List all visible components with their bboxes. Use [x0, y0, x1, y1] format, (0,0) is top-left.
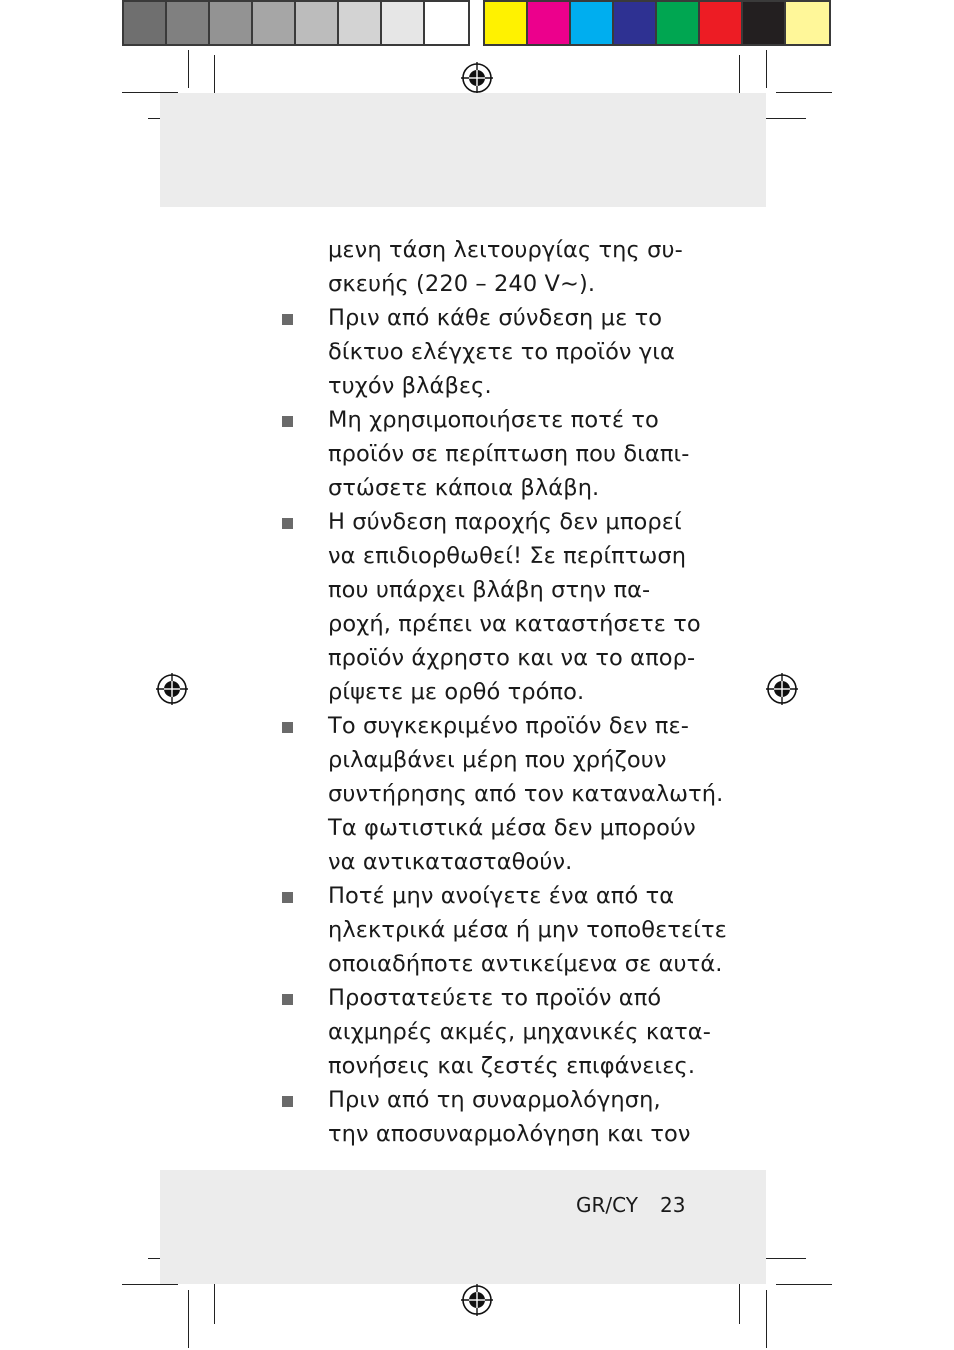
text-line: Ποτέ μην ανοίγετε ένα από τα	[328, 883, 675, 909]
crop-mark	[762, 118, 806, 119]
square-bullet-icon	[282, 722, 293, 733]
text-line: Μη χρησιμοποιήσετε ποτέ το	[328, 407, 659, 433]
gray-swatch	[425, 2, 468, 44]
gray-swatch	[210, 2, 253, 44]
square-bullet-icon	[282, 994, 293, 1005]
gray-swatch	[296, 2, 339, 44]
text-line: στώσετε κάποια βλάβη.	[328, 475, 600, 501]
registration-mark-icon	[460, 61, 494, 95]
gray-swatch	[253, 2, 296, 44]
square-bullet-icon	[282, 314, 293, 325]
bullet-item	[282, 1083, 702, 1151]
text-line: προϊόν σε περίπτωση που διαπι-	[328, 441, 690, 467]
text-line: Τα φωτιστικά μέσα δεν μπορούν	[328, 815, 696, 841]
gray-swatch	[382, 2, 425, 44]
text-line: να αντικατασταθούν.	[328, 849, 573, 875]
crop-mark	[776, 1284, 832, 1285]
square-bullet-icon	[282, 518, 293, 529]
gray-swatch	[339, 2, 382, 44]
registration-mark-icon	[765, 672, 799, 706]
text-line: αιχμηρές ακμές, μηχανικές κατα-	[328, 1019, 711, 1045]
header-panel	[160, 93, 766, 207]
text-line: Το συγκεκριμένο προϊόν δεν πε-	[328, 713, 689, 739]
crop-mark	[188, 1290, 189, 1348]
text-line: τυχόν βλάβες.	[328, 373, 492, 399]
registration-mark-icon	[460, 1283, 494, 1317]
color-swatch	[657, 2, 700, 44]
color-swatch	[700, 2, 743, 44]
text-line: οποιαδήποτε αντικείμενα σε αυτά.	[328, 951, 723, 977]
bullet-item	[282, 709, 724, 879]
crop-mark	[188, 50, 189, 88]
bullet-list	[282, 301, 727, 1151]
gray-swatch	[167, 2, 210, 44]
crop-mark	[122, 1284, 178, 1285]
square-bullet-icon	[282, 892, 293, 903]
text-line: δίκτυο ελέγχετε το προϊόν για	[328, 339, 675, 365]
grayscale-calibration-bar	[122, 0, 470, 46]
crop-mark	[214, 1280, 215, 1324]
gray-swatch	[124, 2, 167, 44]
text-line: ηλεκτρικά μέσα ή μην τοποθετείτε	[328, 917, 727, 943]
text-line: συντήρησης από τον καταναλωτή.	[328, 781, 724, 807]
color-swatch	[485, 2, 528, 44]
text-line: μενη τάση λειτουργίας της συ-	[328, 237, 683, 263]
crop-mark	[762, 1258, 806, 1259]
text-line: ριλαμβάνει μέρη που χρήζουν	[328, 747, 667, 773]
safety-instructions-text	[282, 233, 727, 1151]
registration-mark-icon	[155, 672, 189, 706]
text-line: που υπάρχει βλάβη στην πα-	[328, 577, 651, 603]
text-line: Η σύνδεση παροχής δεν μπορεί	[328, 509, 682, 535]
page-number: 23	[659, 1193, 686, 1217]
text-line: να επιδιορθωθεί! Σε περίπτωση	[328, 543, 687, 569]
text-line: την αποσυναρμολόγηση και τον	[328, 1121, 691, 1147]
bullet-item	[282, 505, 702, 709]
text-line: Προστατεύετε το προϊόν από	[328, 985, 662, 1011]
color-swatch	[786, 2, 829, 44]
color-swatch	[571, 2, 614, 44]
bullet-item	[282, 301, 702, 403]
square-bullet-icon	[282, 1096, 293, 1107]
color-calibration-bar	[483, 0, 831, 46]
crop-mark	[776, 92, 832, 93]
crop-mark	[766, 50, 767, 88]
bullet-item	[282, 879, 727, 981]
text-line: ρίψετε με ορθό τρόπο.	[328, 679, 585, 705]
page-footer	[576, 1192, 685, 1218]
bullet-item	[282, 981, 711, 1083]
text-line: προϊόν άχρηστο και να το απορ-	[328, 645, 696, 671]
text-line: Πριν από τη συναρμολόγηση,	[328, 1087, 661, 1113]
color-swatch	[528, 2, 571, 44]
footer-panel	[160, 1170, 766, 1284]
color-swatch	[614, 2, 657, 44]
language-code: GR/CY	[576, 1193, 638, 1217]
crop-mark	[766, 1290, 767, 1348]
continued-paragraph	[282, 233, 702, 301]
text-line: πονήσεις και ζεστές επιφάνειες.	[328, 1053, 696, 1079]
bullet-item	[282, 403, 702, 505]
crop-mark	[739, 1280, 740, 1324]
square-bullet-icon	[282, 416, 293, 427]
text-line: Πριν από κάθε σύνδεση με το	[328, 305, 663, 331]
text-line: ροχή, πρέπει να καταστήσετε το	[328, 611, 701, 637]
text-line: σκευής (220 – 240 V∼).	[328, 271, 596, 297]
color-swatch	[743, 2, 786, 44]
